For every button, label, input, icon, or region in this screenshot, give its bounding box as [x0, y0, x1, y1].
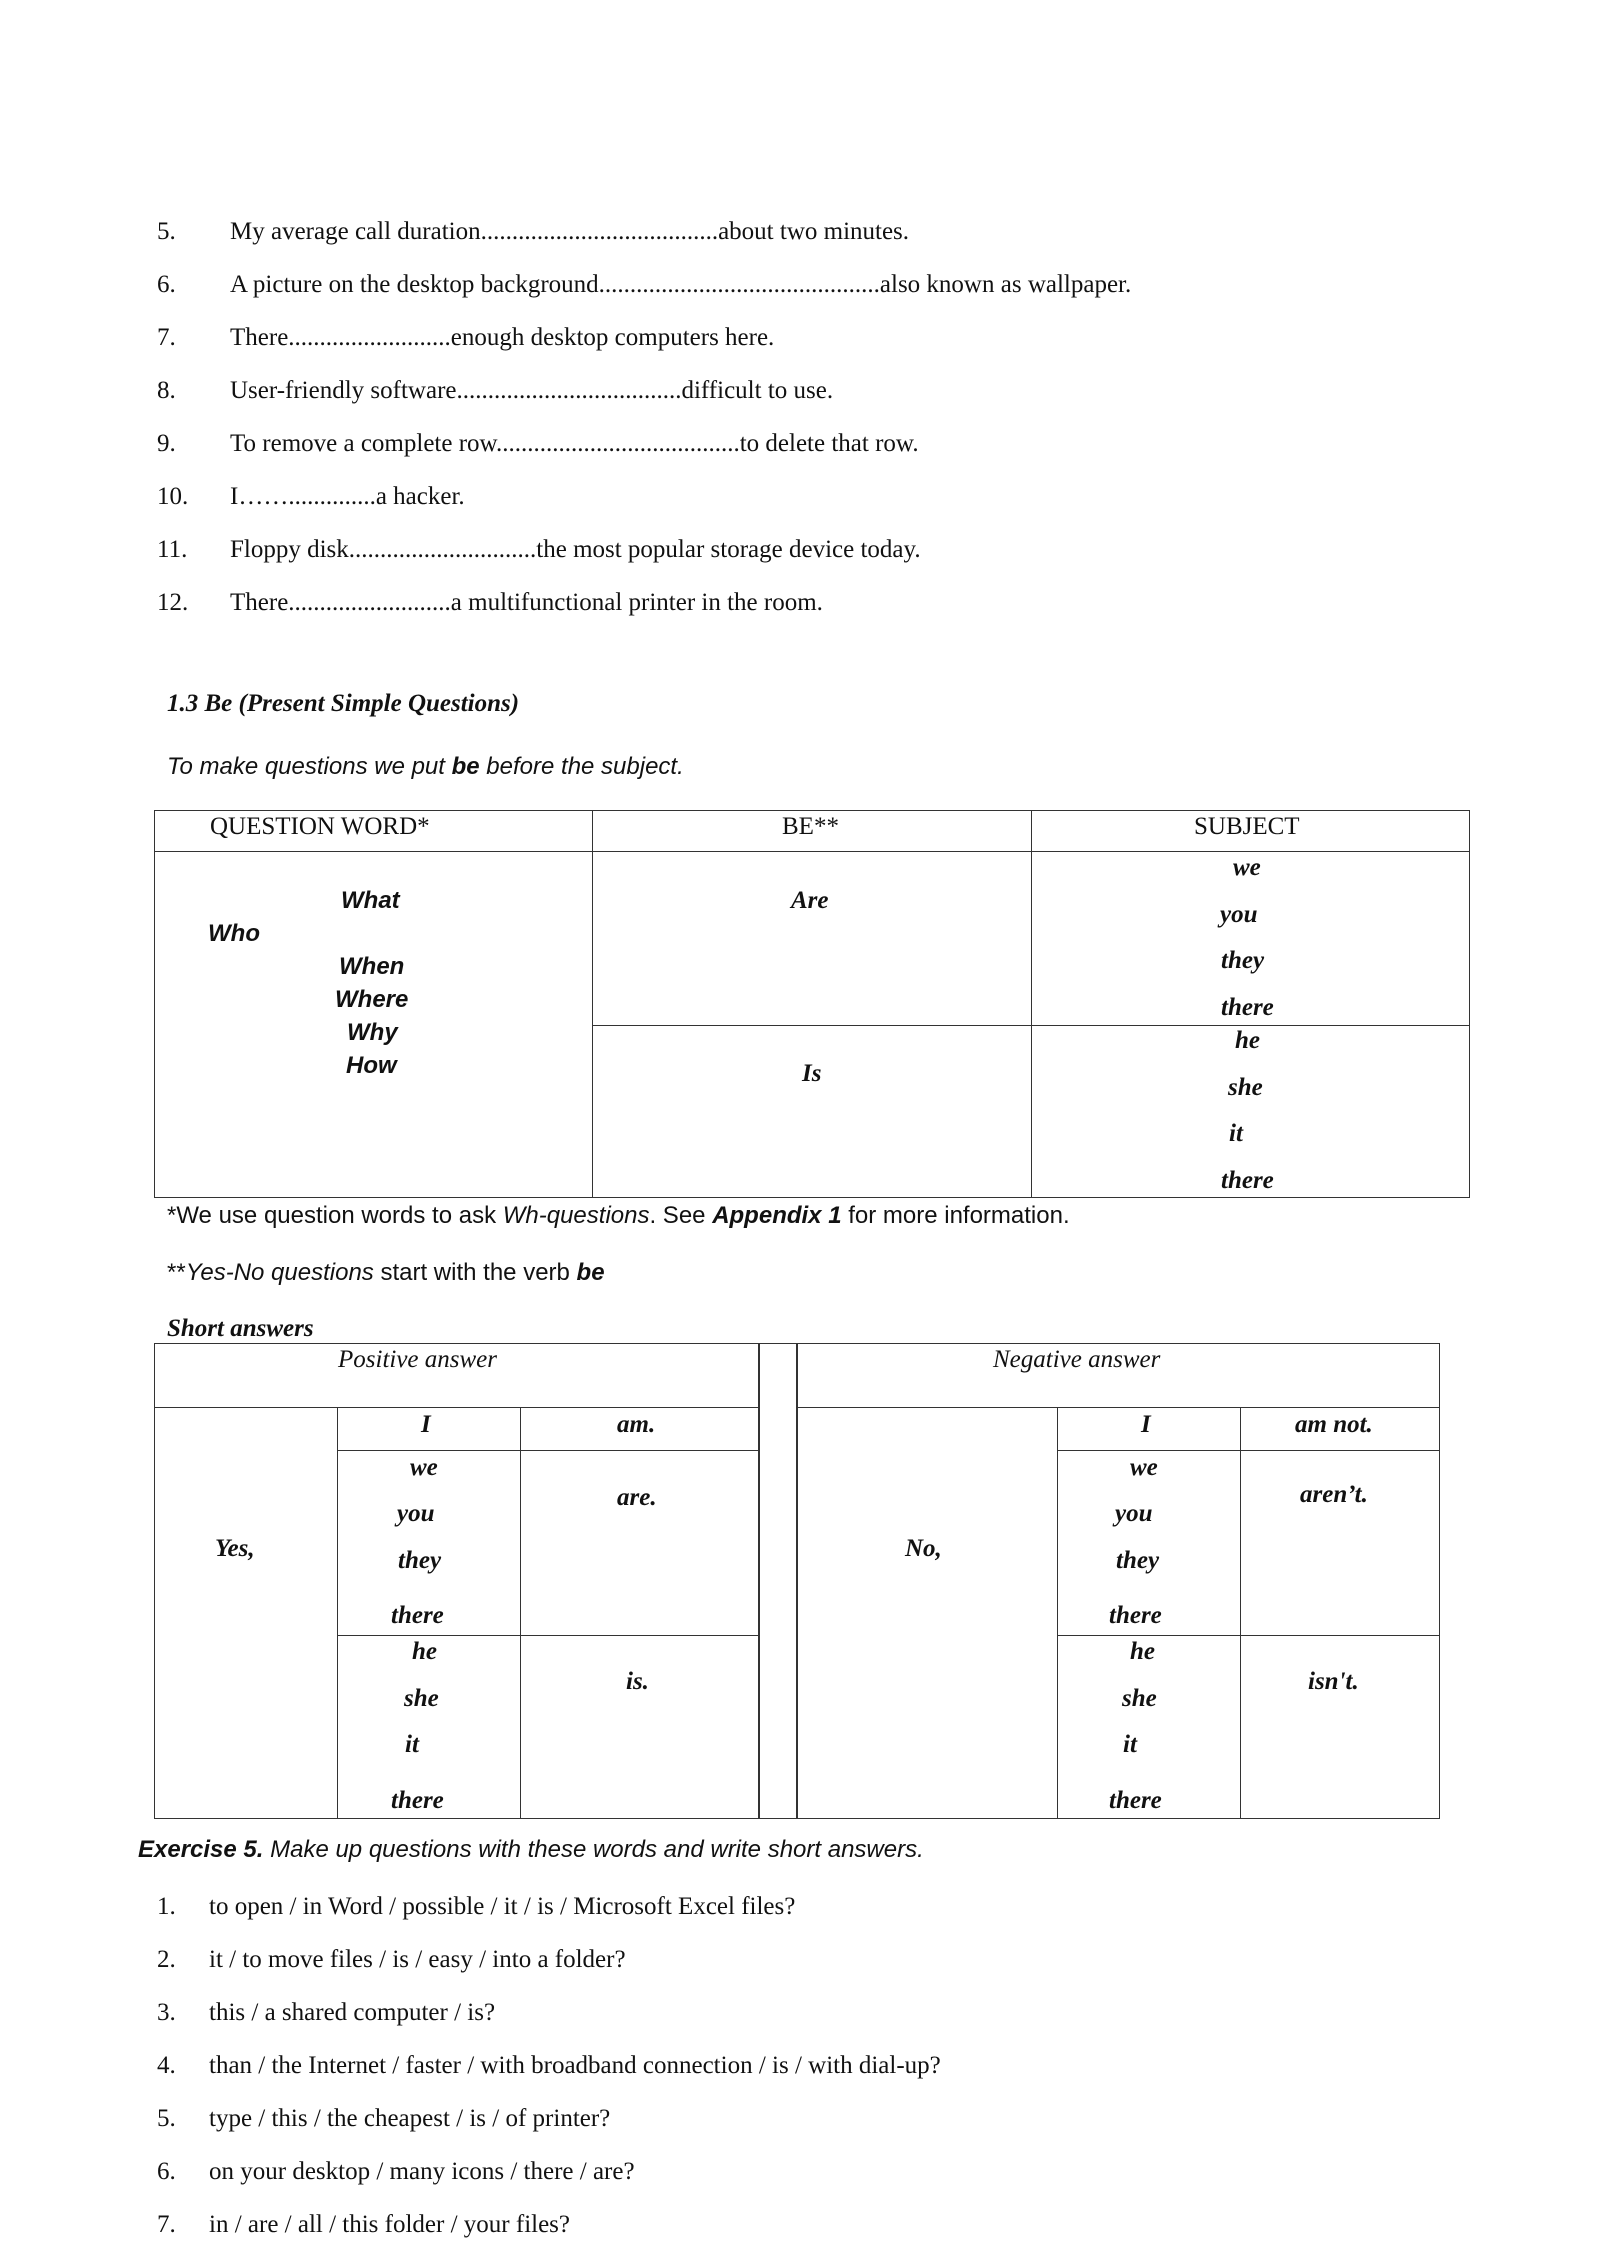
item-number: 5. [157, 2105, 176, 2132]
pronoun: it [405, 1731, 419, 1758]
pronoun-i: I [1141, 1411, 1151, 1438]
pronoun: we [1130, 1454, 1158, 1481]
item-number: 6. [157, 2158, 176, 2185]
exercise-instruction-text: Make up questions with these words and write short answers. [263, 1836, 924, 1863]
item-text: in / are / all / this folder / your files? [209, 2211, 571, 2238]
note-text: for more information. [841, 1202, 1070, 1229]
positive-answer-header: Positive answer [338, 1346, 498, 1373]
table-divider [1240, 1407, 1241, 1819]
intro-bold: be [451, 753, 480, 780]
note-text: *We use question words to ask [167, 1202, 503, 1229]
header-subject: SUBJECT [1194, 813, 1300, 840]
table-spacer-column [759, 1343, 797, 1819]
table-divider [1057, 1450, 1440, 1451]
item-text: type / this / the cheapest / is / of printer? [209, 2105, 611, 2132]
question-word-who: Who [208, 920, 260, 947]
pronoun: there [1109, 1787, 1162, 1814]
subject: she [1228, 1074, 1263, 1101]
answer-am: am. [617, 1411, 656, 1438]
intro-text-end: before the subject. [479, 753, 684, 780]
item-number: 8. [157, 377, 176, 404]
pronoun: they [398, 1547, 442, 1574]
note-italic: Wh-questions [502, 1202, 650, 1229]
answer-am-not: am not. [1295, 1411, 1373, 1438]
yes-label: Yes, [215, 1535, 255, 1562]
question-word: What [341, 887, 400, 914]
pronoun: they [1116, 1547, 1160, 1574]
intro-text: To make questions we put [167, 753, 452, 780]
question-word: Why [347, 1019, 398, 1046]
subject: they [1221, 947, 1265, 974]
item-text: My average call duration......................................about two minutes. [230, 218, 910, 245]
item-text: it / to move files / is / easy / into a folder? [209, 1946, 626, 1973]
item-text: There..........................a multifunctional printer in the room. [230, 589, 823, 616]
answer-is: is. [626, 1668, 649, 1695]
table-divider [154, 851, 1470, 852]
footnote-yes-no [167, 1259, 605, 1287]
pronoun: you [1115, 1500, 1153, 1527]
table-divider [337, 1450, 759, 1451]
table-divider [592, 810, 593, 1198]
item-text: Floppy disk..............................the most popular storage device today. [230, 536, 921, 563]
item-number: 3. [157, 1999, 176, 2026]
pronoun: there [1109, 1602, 1162, 1629]
section-title: 1.3 Be (Present Simple Questions) [167, 690, 520, 717]
item-text: User-friendly software....................................difficult to use. [230, 377, 834, 404]
table-divider [1057, 1407, 1058, 1819]
pronoun: it [1123, 1731, 1137, 1758]
item-number: 4. [157, 2052, 176, 2079]
item-text: There..........................enough desktop computers here. [230, 324, 775, 351]
item-number: 6. [157, 271, 176, 298]
item-text: than / the Internet / faster / with broadband connection / is / with dial-up? [209, 2052, 941, 2079]
be-are: Are [791, 887, 829, 914]
item-number: 1. [157, 1893, 176, 1920]
subject: he [1235, 1027, 1260, 1054]
item-number: 5. [157, 218, 176, 245]
item-text: I……..............a hacker. [230, 483, 465, 510]
exercise-5-instruction [138, 1836, 924, 1864]
item-text: to open / in Word / possible / it / is / Microsoft Excel files? [209, 1893, 796, 1920]
positive-answer-table [154, 1343, 759, 1819]
question-word: Where [335, 986, 409, 1013]
negative-answer-header: Negative answer [993, 1346, 1161, 1373]
exercise-label: Exercise 5. [138, 1836, 264, 1863]
short-answers-title: Short answers [167, 1315, 314, 1342]
answer-arent: aren’t. [1300, 1481, 1368, 1508]
table-divider [1031, 810, 1032, 1198]
subject: you [1220, 901, 1258, 928]
pronoun: there [391, 1602, 444, 1629]
item-number: 12. [157, 589, 189, 616]
pronoun-i: I [421, 1411, 431, 1438]
table-divider [1057, 1635, 1440, 1636]
pronoun: we [410, 1454, 438, 1481]
table-divider [337, 1635, 759, 1636]
be-is: Is [802, 1060, 822, 1087]
item-number: 7. [157, 2211, 176, 2238]
header-be: BE** [782, 813, 839, 840]
item-number: 10. [157, 483, 189, 510]
item-number: 11. [157, 536, 188, 563]
subject: it [1229, 1120, 1243, 1147]
note-text: . See [649, 1202, 713, 1229]
table-divider [154, 1407, 759, 1408]
pronoun: he [412, 1638, 437, 1665]
item-text: A picture on the desktop background.............................................also known as wallpaper. [230, 271, 1132, 298]
footnote-question-words [167, 1202, 1070, 1230]
item-number: 7. [157, 324, 176, 351]
answer-are: are. [617, 1484, 657, 1511]
note-italic: Yes-No questions [185, 1259, 374, 1286]
answer-isnt: isn't. [1308, 1668, 1359, 1695]
item-text: To remove a complete row.......................................to delete that row. [230, 430, 919, 457]
subject: there [1221, 994, 1274, 1021]
pronoun: she [404, 1685, 439, 1712]
no-label: No, [905, 1535, 942, 1562]
note-bold: Appendix 1 [712, 1202, 842, 1229]
item-number: 9. [157, 430, 176, 457]
table-divider [797, 1407, 1440, 1408]
item-number: 2. [157, 1946, 176, 1973]
table-divider [520, 1407, 521, 1819]
pronoun: you [397, 1500, 435, 1527]
question-word: How [346, 1052, 397, 1079]
table-divider [337, 1407, 338, 1819]
header-question-word: QUESTION WORD* [210, 813, 430, 840]
item-text: on your desktop / many icons / there / are? [209, 2158, 635, 2185]
subject: we [1233, 854, 1261, 881]
table-divider [592, 1025, 1470, 1026]
note-text: ** [167, 1259, 186, 1286]
note-bold: be [576, 1259, 605, 1286]
section-intro [167, 753, 684, 781]
subject: there [1221, 1167, 1274, 1194]
pronoun: there [391, 1787, 444, 1814]
item-text: this / a shared computer / is? [209, 1999, 496, 2026]
question-word: When [339, 953, 405, 980]
pronoun: he [1130, 1638, 1155, 1665]
note-text: start with the verb [373, 1259, 577, 1286]
pronoun: she [1122, 1685, 1157, 1712]
